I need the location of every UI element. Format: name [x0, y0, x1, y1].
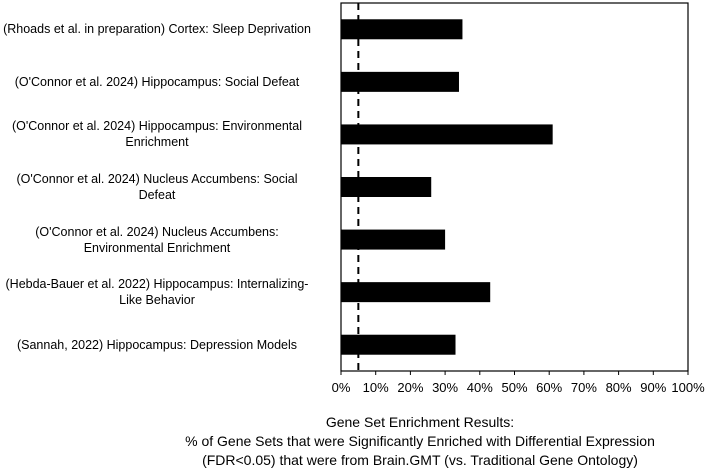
category-label-line: Defeat — [138, 188, 176, 202]
category-label-line: (O'Connor et al. 2024) Hippocampus: Environmental — [11, 119, 303, 134]
category-label-line: Like Behavior — [119, 293, 195, 308]
caption-line: (FDR<0.05) that were from Brain.GMT (vs. Traditional Gene Ontology) — [202, 452, 638, 468]
category-label — [0, 21, 332, 37]
x-tick-label: 60% — [536, 380, 563, 395]
category-label-line: (O'Connor et al. 2024) Hippocampus: Social Defeat — [14, 74, 300, 89]
category-label — [0, 171, 332, 203]
category-label — [0, 337, 332, 353]
bar — [341, 282, 490, 302]
x-tick-label: 70% — [570, 380, 597, 395]
category-label — [0, 74, 332, 90]
x-tick-label: 40% — [466, 380, 493, 395]
category-label — [0, 224, 332, 256]
category-label-line: (Sannah, 2022) Hippocampus: Depression Models — [16, 337, 298, 352]
x-tick-label: 80% — [605, 380, 632, 395]
bar — [341, 124, 553, 144]
category-label-line: (O'Connor et al. 2024) Nucleus Accumbens: — [35, 224, 279, 239]
x-tick-label: 100% — [671, 380, 705, 395]
x-tick-label: 20% — [397, 380, 424, 395]
category-label-line: Enrichment — [125, 135, 189, 150]
category-label — [0, 276, 332, 308]
x-tick-label: 10% — [362, 380, 389, 395]
x-tick-label: 50% — [501, 380, 528, 395]
category-label-line: (Rhoads et al. in preparation) Cortex: Sleep Deprivation — [3, 22, 311, 37]
category-label — [0, 118, 332, 150]
category-label-line: (Hebda-Bauer et al. 2022) Hippocampus: Internalizing- — [5, 277, 309, 292]
caption-line: % of Gene Sets that were Significantly Enriched with Differential Expression — [185, 433, 655, 449]
category-label-line: (O'Connor et al. 2024) Nucleus Accumbens: Social — [16, 172, 298, 186]
category-label-line: Environmental Enrichment — [83, 240, 231, 255]
caption-line: Gene Set Enrichment Results: — [325, 414, 515, 430]
x-tick-label: 30% — [432, 380, 459, 395]
bar — [341, 230, 445, 250]
x-tick-label: 90% — [640, 380, 667, 395]
bar — [341, 177, 431, 197]
x-tick-label: 0% — [331, 380, 351, 395]
